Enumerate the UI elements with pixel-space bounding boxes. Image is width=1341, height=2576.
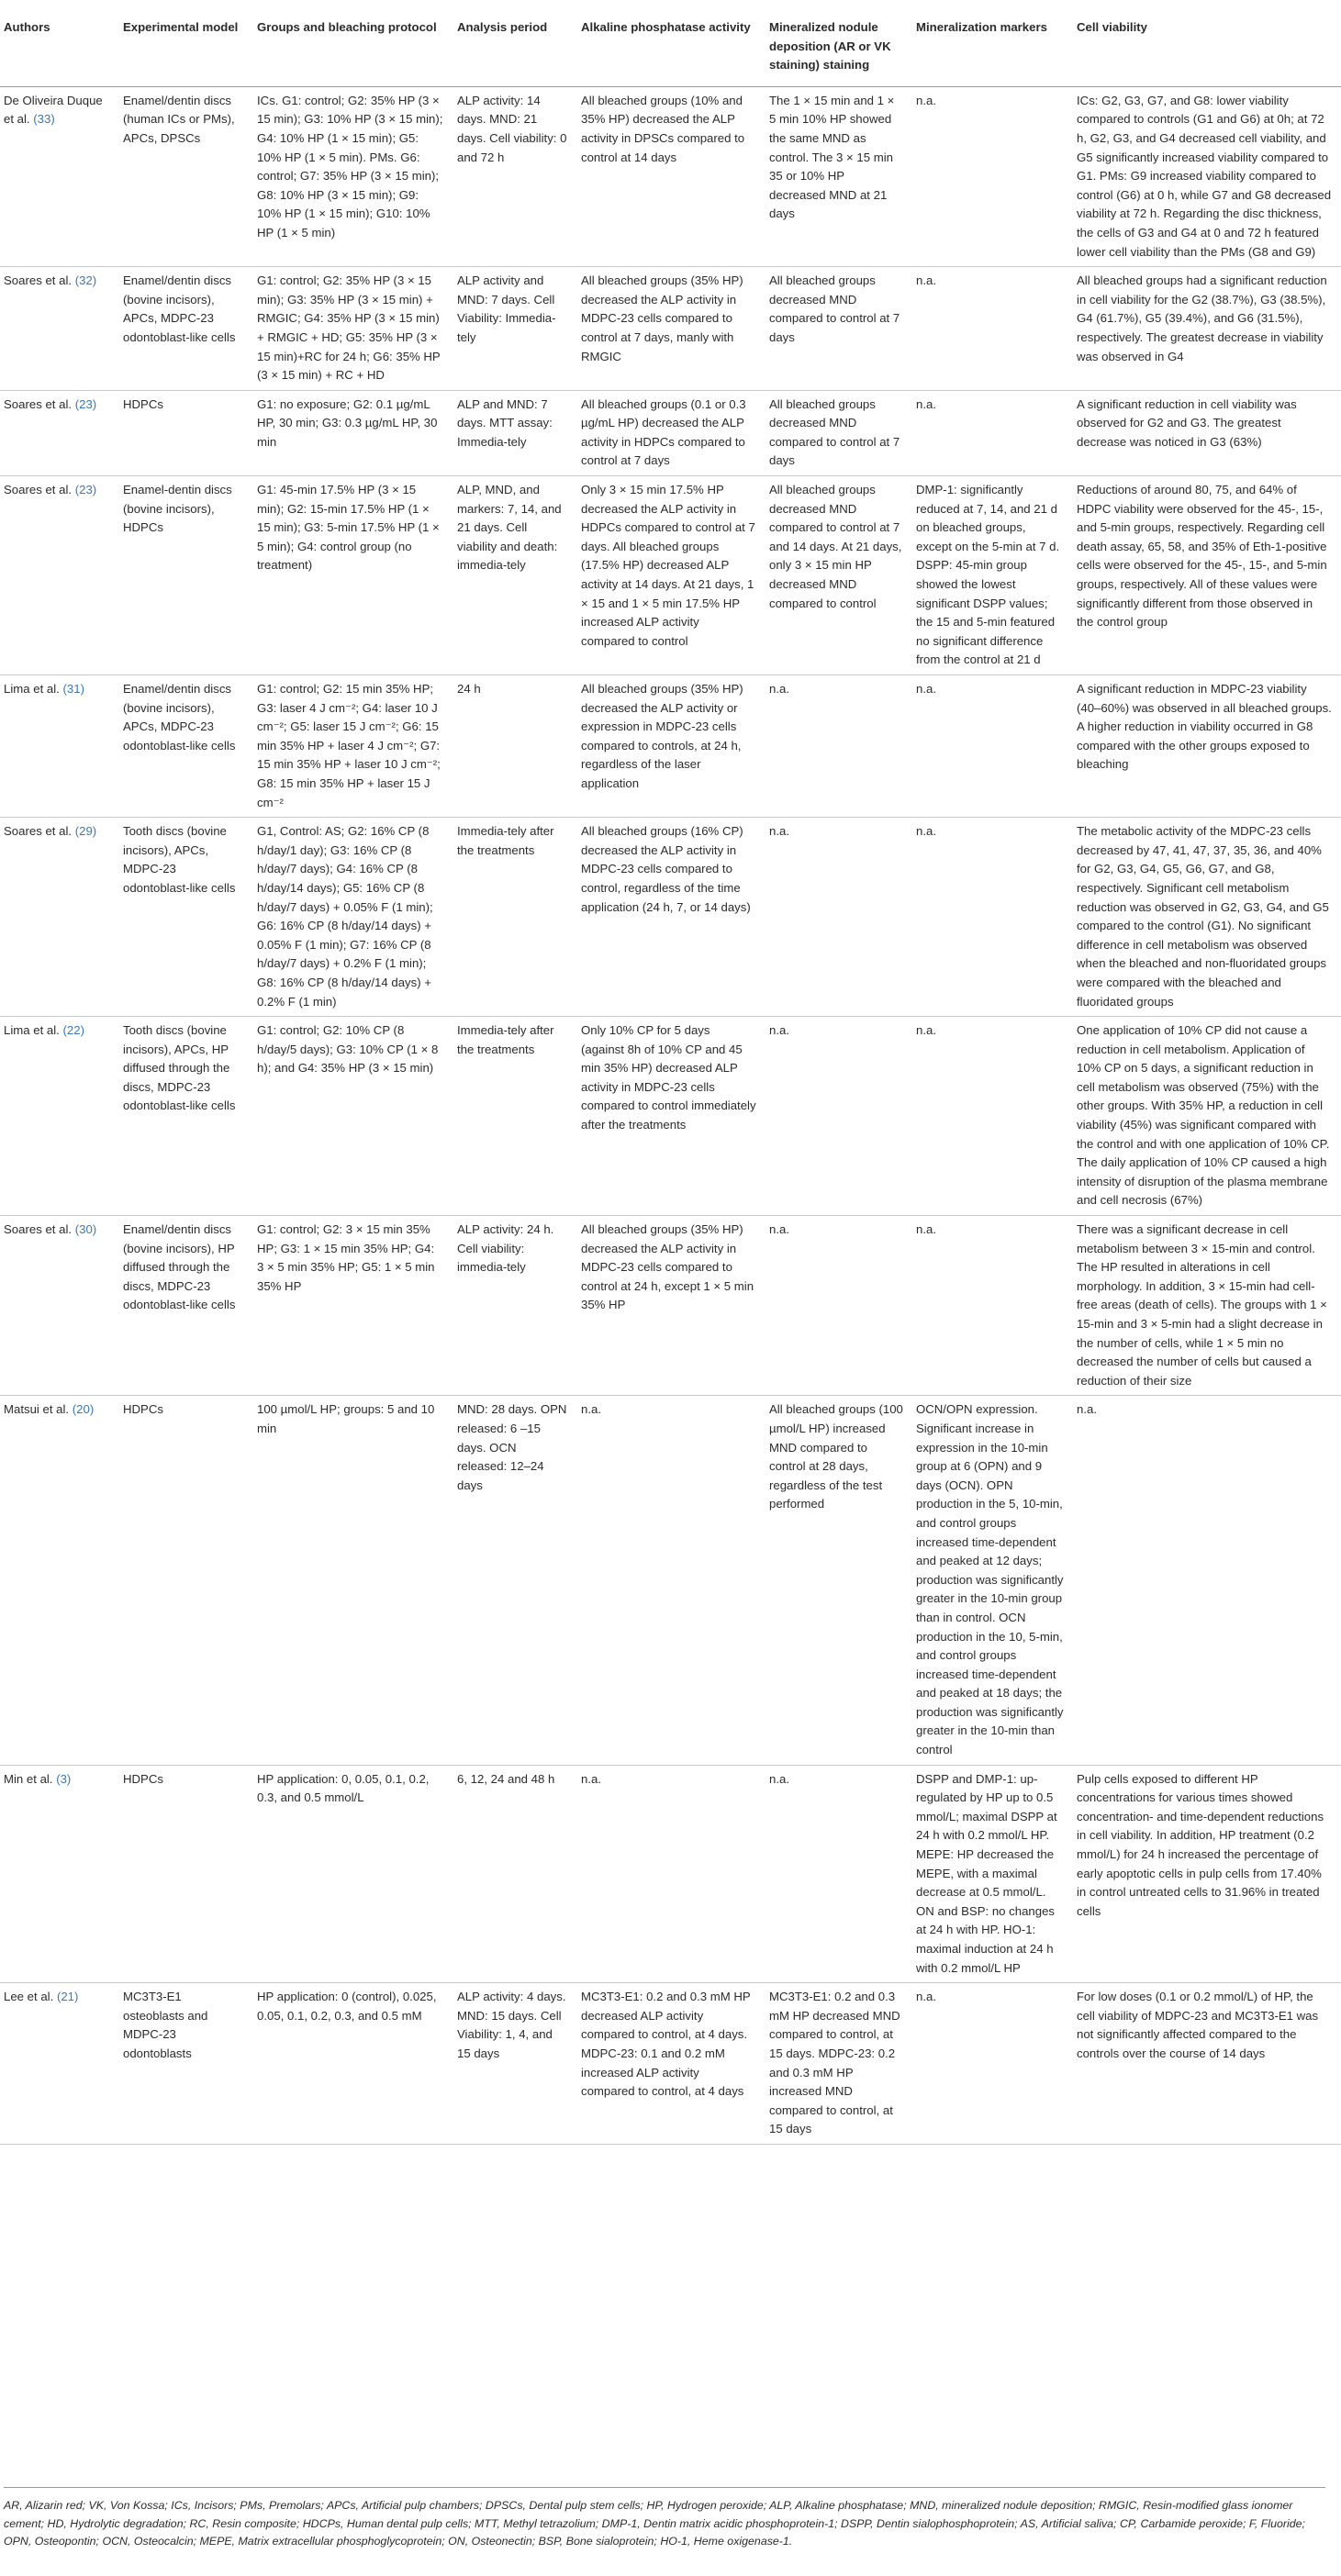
mineralized-nodule-cell: All bleached groups decreased MND compared to control at 7 days	[765, 390, 912, 475]
table-row	[0, 818, 1341, 1017]
analysis-period-cell: ALP activity and MND: 7 days. Cell Viability: Immedia-tely	[453, 267, 577, 391]
table-row	[0, 1216, 1341, 1396]
header-mineralized-nodule: Mineralized nodule deposition (AR or VK staining) staining	[765, 17, 912, 86]
author-name: Soares et al.	[4, 1222, 73, 1237]
author-name: Soares et al.	[4, 273, 73, 288]
author-cell	[0, 1017, 119, 1216]
alp-activity-cell: All bleached groups (35% HP) decreased the ALP activity or expression in MDPC-23 cells compared to controls, at 24 h, regardless of the laser application	[577, 675, 765, 818]
alp-activity-cell: Only 10% CP for 5 days (against 8h of 10% CP and 45 min 35% HP) decreased ALP activity in MDPC-23 cells compared to control immediately after the treatments	[577, 1017, 765, 1216]
cell-viability-cell: A significant reduction in cell viability was observed for G2 and G3. The greatest decrease was noticed in G3 (63%)	[1073, 390, 1341, 475]
mineralized-nodule-cell: n.a.	[765, 818, 912, 1017]
reference-link[interactable]: (21)	[56, 1990, 79, 2004]
table-row	[0, 1396, 1341, 1765]
alp-activity-cell: All bleached groups (16% CP) decreased the ALP activity in MDPC-23 cells compared to control, regardless of the time application (24 h, 7, or 14 days)	[577, 818, 765, 1017]
results-table	[0, 17, 1341, 2145]
cell-viability-cell: There was a significant decrease in cell metabolism between 3 × 15-min and control. The HP resulted in alterations in cell morphology. In addition, 3 × 15-min had cell-free areas (death of cells). The groups with 1 × 15-min and 3 × 5-min had a slight decrease in the number of cells, while 1 × 5 min no decreased the number of cells but caused a reduction of their size	[1073, 1216, 1341, 1396]
experimental-model-cell: Enamel/dentin discs (bovine incisors), APCs, MDPC-23 odontoblast-like cells	[119, 675, 253, 818]
experimental-model-cell: MC3T3-E1 osteoblasts and MDPC-23 odontoblasts	[119, 1983, 253, 2145]
cell-viability-cell: All bleached groups had a significant reduction in cell viability for the G2 (38.7%), G3 (38.5%), G4 (61.7%), G5 (39.4%), and G6 (31.5%), respectively. The greatest decrease in viability was observed in G4	[1073, 267, 1341, 391]
author-cell	[0, 818, 119, 1017]
experimental-model-cell: Tooth discs (bovine incisors), APCs, MDPC-23 odontoblast-like cells	[119, 818, 253, 1017]
mineralization-markers-cell: n.a.	[912, 1983, 1073, 2145]
reference-link[interactable]: (23)	[74, 483, 97, 497]
mineralization-markers-cell: n.a.	[912, 267, 1073, 391]
table-row	[0, 476, 1341, 675]
mineralization-markers-cell: DSPP and DMP-1: up-regulated by HP up to 0.5 mmol/L; maximal DSPP at 24 h with 0.2 mmol/L HP. MEPE: HP decreased the MEPE, with a maximal decrease at 0.5 mmol/L. ON and BSP: no changes at 24 h with HP. HO-1: maximal induction at 24 h with 0.2 mmol/L HP	[912, 1765, 1073, 1983]
author-name: Soares et al.	[4, 824, 73, 839]
cell-viability-cell: n.a.	[1073, 1396, 1341, 1765]
author-name: Soares et al.	[4, 396, 73, 411]
analysis-period-cell: ALP and MND: 7 days. MTT assay: Immedia-tely	[453, 390, 577, 475]
alp-activity-cell: MC3T3-E1: 0.2 and 0.3 mM HP decreased ALP activity compared to control, at 4 days. MDPC-23: 0.1 and 0.2 mM increased ALP activity compared to control, at 4 days	[577, 1983, 765, 2145]
table-header	[0, 17, 1341, 86]
alp-activity-cell: All bleached groups (35% HP) decreased the ALP activity in MDPC-23 cells compared to control at 7 days, manly with RMGIC	[577, 267, 765, 391]
cell-viability-cell: Pulp cells exposed to different HP concentrations for various times showed concentration- and time-dependent reductions in cell viability. In addition, HP treatment (0.2 mmol/L) for 24 h increased the percentage of early apoptotic cells in pulp cells from 17.40% in control untreated cells to 31.96% in treated cells	[1073, 1765, 1341, 1983]
protocol-cell: G1, Control: AS; G2: 16% CP (8 h/day/1 day); G3: 16% CP (8 h/day/7 days); G4: 16% CP (8 h/day/14 days); G5: 16% CP (8 h/day/7 days) + 0.05% F (1 min); G6: 16% CP (8 h/day/14 days) + 0.05% F (1 min); G7: 16% CP (8 h/day/7 days) + 0.2% F (1 min); G8: 16% CP (8 h/day/14 days) + 0.2% F (1 min)	[253, 818, 453, 1017]
author-cell	[0, 1765, 119, 1983]
alp-activity-cell: n.a.	[577, 1396, 765, 1765]
alp-activity-cell: All bleached groups (35% HP) decreased the ALP activity in MDPC-23 cells compared to control at 24 h, except 1 × 5 min 35% HP	[577, 1216, 765, 1396]
table-row	[0, 390, 1341, 475]
table-footnote: AR, Alizarin red; VK, Von Kossa; ICs, Incisors; PMs, Premolars; APCs, Artificial pulp chambers; DPSCs, Dental pulp stem cells; HP, Hydrogen peroxide; ALP, Alkaline phosphatase; MND, mineralized nodule deposition; RMGIC, Resin-modified glass ionomer cement; HD, Hydrolytic degradation; RC, Resin composite; HDCPs, Human dental pulp cells; MTT, Methyl tetrazolium; DMP-1, Dentin matrix acidic phosphoprotein-1; DSPP, Dentin sialophosphoprotein; AS, Artificial saliva; CP, Carbamide peroxide; F, Fluoride; OPN, Osteopontin; OCN, Osteocalcin; MEPE, Matrix extracellular phosphoglycoprotein; ON, Osteonectin; BSP, Bone sialoprotein; HO-1, Heme oxigenase-1.	[4, 2487, 1325, 2551]
table-row	[0, 675, 1341, 818]
analysis-period-cell: 6, 12, 24 and 48 h	[453, 1765, 577, 1983]
mineralization-markers-cell: n.a.	[912, 1017, 1073, 1216]
reference-link[interactable]: (30)	[74, 1222, 97, 1237]
mineralized-nodule-cell: n.a.	[765, 675, 912, 818]
experimental-model-cell: Enamel/dentin discs (human ICs or PMs), APCs, DPSCs	[119, 86, 253, 266]
author-cell	[0, 1216, 119, 1396]
author-name: De Oliveira Duque et al.	[4, 93, 103, 127]
author-name: Lima et al.	[4, 1023, 60, 1038]
author-name: Lima et al.	[4, 682, 60, 696]
mineralization-markers-cell: n.a.	[912, 1216, 1073, 1396]
header-alp-activity: Alkaline phosphatase activity	[577, 17, 765, 86]
analysis-period-cell: ALP, MND, and markers: 7, 14, and 21 days. Cell viability and death: immedia-tely	[453, 476, 577, 675]
analysis-period-cell: 24 h	[453, 675, 577, 818]
reference-link[interactable]: (32)	[74, 273, 97, 288]
reference-link[interactable]: (3)	[56, 1771, 72, 1786]
mineralized-nodule-cell: n.a.	[765, 1216, 912, 1396]
mineralized-nodule-cell: MC3T3-E1: 0.2 and 0.3 mM HP decreased MND compared to control, at 15 days. MDPC-23: 0.2 and 0.3 mM HP increased MND compared to control, at 15 days	[765, 1983, 912, 2145]
author-cell	[0, 476, 119, 675]
mineralization-markers-cell: DMP-1: significantly reduced at 7, 14, and 21 d on bleached groups, except on the 5-min at 7 d. DSPP: 45-min group showed the lowest significant DSPP values; the 15 and 5-min featured no significant difference from the control at 21 d	[912, 476, 1073, 675]
author-cell	[0, 1983, 119, 2145]
experimental-model-cell: Enamel/dentin discs (bovine incisors), HP diffused through the discs, MDPC-23 odontoblast-like cells	[119, 1216, 253, 1396]
experimental-model-cell: Enamel/dentin discs (bovine incisors), APCs, MDPC-23 odontoblast-like cells	[119, 267, 253, 391]
alp-activity-cell: Only 3 × 15 min 17.5% HP decreased the ALP activity in HDPCs compared to control at 7 days. All bleached groups (17.5% HP) decreased ALP activity at 14 days. At 21 days, 1 × 15 and 1 × 5 min 17.5% HP increased ALP activity compared to control	[577, 476, 765, 675]
experimental-model-cell: HDPCs	[119, 390, 253, 475]
mineralized-nodule-cell: All bleached groups decreased MND compared to control at 7 and 14 days. At 21 days, only 3 × 15 min HP decreased MND compared to control	[765, 476, 912, 675]
header-groups-protocol: Groups and bleaching protocol	[253, 17, 453, 86]
mineralization-markers-cell: n.a.	[912, 818, 1073, 1017]
reference-link[interactable]: (33)	[33, 112, 55, 127]
analysis-period-cell: MND: 28 days. OPN released: 6 –15 days. OCN released: 12–24 days	[453, 1396, 577, 1765]
protocol-cell: G1: control; G2: 10% CP (8 h/day/5 days); G3: 10% CP (1 × 8 h); and G4: 35% HP (3 × 15 min)	[253, 1017, 453, 1216]
experimental-model-cell: HDPCs	[119, 1765, 253, 1983]
table-body	[0, 86, 1341, 2144]
experimental-model-cell: Tooth discs (bovine incisors), APCs, HP diffused through the discs, MDPC-23 odontoblast-like cells	[119, 1017, 253, 1216]
table-row	[0, 1983, 1341, 2145]
analysis-period-cell: ALP activity: 4 days. MND: 15 days. Cell Viability: 1, 4, and 15 days	[453, 1983, 577, 2145]
protocol-cell: G1: control; G2: 15 min 35% HP; G3: laser 4 J cm⁻²; G4: laser 10 J cm⁻²; G5: laser 15 J cm⁻²; G6: 15 min 35% HP + laser 4 J cm⁻²; G7: 15 min 35% HP + laser 10 J cm⁻²; G8: 15 min 35% HP + laser 15 J cm⁻²	[253, 675, 453, 818]
author-cell	[0, 675, 119, 818]
reference-link[interactable]: (20)	[72, 1402, 95, 1417]
mineralized-nodule-cell: The 1 × 15 min and 1 × 5 min 10% HP showed the same MND as control. The 3 × 15 min 35 or 10% HP decreased MND at 21 days	[765, 86, 912, 266]
analysis-period-cell: Immedia-tely after the treatments	[453, 818, 577, 1017]
cell-viability-cell: For low doses (0.1 or 0.2 mmol/L) of HP, the cell viability of MDPC-23 and MC3T3-E1 was not significantly affected compared to the controls over the course of 14 days	[1073, 1983, 1341, 2145]
mineralized-nodule-cell: All bleached groups decreased MND compared to control at 7 days	[765, 267, 912, 391]
table-row	[0, 86, 1341, 266]
alp-activity-cell: All bleached groups (0.1 or 0.3 µg/mL HP) decreased the ALP activity in HDPCs compared to control at 7 days	[577, 390, 765, 475]
header-row	[0, 17, 1341, 86]
table-row	[0, 267, 1341, 391]
header-experimental-model: Experimental model	[119, 17, 253, 86]
author-name: Soares et al.	[4, 483, 73, 497]
author-cell	[0, 390, 119, 475]
protocol-cell: G1: 45-min 17.5% HP (3 × 15 min); G2: 15-min 17.5% HP (1 × 15 min); G3: 5-min 17.5% HP (1 × 5 min); G4: control group (no treatment)	[253, 476, 453, 675]
header-authors: Authors	[0, 17, 119, 86]
protocol-cell: HP application: 0 (control), 0.025, 0.05, 0.1, 0.2, 0.3, and 0.5 mM	[253, 1983, 453, 2145]
mineralization-markers-cell: n.a.	[912, 675, 1073, 818]
cell-viability-cell: Reductions of around 80, 75, and 64% of HDPC viability were observed for the 45-, 15-, and 5-min groups, respectively. Regarding cell death assay, 65, 58, and 35% of Eth-1-positive cells were observed for the 45-, 15-, and 5-min groups, respectively. All of these values were significantly different from those observed in the control group	[1073, 476, 1341, 675]
header-analysis-period: Analysis period	[453, 17, 577, 86]
author-cell	[0, 1396, 119, 1765]
author-name: Lee et al.	[4, 1990, 54, 2004]
table-row	[0, 1765, 1341, 1983]
reference-link[interactable]: (31)	[62, 682, 84, 696]
author-cell	[0, 267, 119, 391]
experimental-model-cell: HDPCs	[119, 1396, 253, 1765]
cell-viability-cell: The metabolic activity of the MDPC-23 cells decreased by 47, 41, 47, 37, 35, 36, and 40% for G2, G3, G4, G5, G6, G7, and G8, respectively. Significant cell metabolism reduction was observed in G2, G3, G4, and G5 compared to the control (G1). No significant difference in cell metabolism was observed when the bleached and non-fluoridated groups were compared with the bleached and fluoridated groups	[1073, 818, 1341, 1017]
alp-activity-cell: n.a.	[577, 1765, 765, 1983]
reference-link[interactable]: (29)	[74, 824, 97, 839]
cell-viability-cell: A significant reduction in MDPC-23 viability (40–60%) was observed in all bleached groups. A higher reduction in viability occurred in G8 compared with the other groups exposed to bleaching	[1073, 675, 1341, 818]
protocol-cell: G1: no exposure; G2: 0.1 µg/mL HP, 30 min; G3: 0.3 µg/mL HP, 30 min	[253, 390, 453, 475]
protocol-cell: HP application: 0, 0.05, 0.1, 0.2, 0.3, and 0.5 mmol/L	[253, 1765, 453, 1983]
cell-viability-cell: One application of 10% CP did not cause a reduction in cell metabolism. Application of 10% CP on 5 days, a significant reduction in cell metabolism was observed (75%) with the other groups. With 35% HP, a reduction in cell viability (45%) was significant compared with the control and with one application of 10% CP. The daily application of 10% CP caused a high intensity of disruption of the plasma membrane and cell necrosis (67%)	[1073, 1017, 1341, 1216]
author-name: Matsui et al.	[4, 1402, 70, 1417]
analysis-period-cell: ALP activity: 24 h. Cell viability: immedia-tely	[453, 1216, 577, 1396]
reference-link[interactable]: (22)	[62, 1023, 84, 1038]
mineralization-markers-cell: n.a.	[912, 390, 1073, 475]
mineralized-nodule-cell: n.a.	[765, 1765, 912, 1983]
author-name: Min et al.	[4, 1771, 53, 1786]
mineralized-nodule-cell: n.a.	[765, 1017, 912, 1216]
alp-activity-cell: All bleached groups (10% and 35% HP) decreased the ALP activity in DPSCs compared to control at 14 days	[577, 86, 765, 266]
protocol-cell: ICs. G1: control; G2: 35% HP (3 × 15 min); G3: 10% HP (3 × 15 min); G4: 10% HP (1 × 15 min); G5: 10% HP (1 × 5 min). PMs. G6: control; G7: 35% HP (3 × 15 min); G8: 10% HP (3 × 15 min); G9: 10% HP (1 × 15 min); G10: 10% HP (1 × 5 min)	[253, 86, 453, 266]
experimental-model-cell: Enamel-dentin discs (bovine incisors), HDPCs	[119, 476, 253, 675]
analysis-period-cell: Immedia-tely after the treatments	[453, 1017, 577, 1216]
protocol-cell: 100 µmol/L HP; groups: 5 and 10 min	[253, 1396, 453, 1765]
mineralization-markers-cell: n.a.	[912, 86, 1073, 266]
table-row	[0, 1017, 1341, 1216]
analysis-period-cell: ALP activity: 14 days. MND: 21 days. Cell viability: 0 and 72 h	[453, 86, 577, 266]
header-mineralization-markers: Mineralization markers	[912, 17, 1073, 86]
protocol-cell: G1: control; G2: 3 × 15 min 35% HP; G3: 1 × 15 min 35% HP; G4: 3 × 5 min 35% HP; G5: 1 × 5 min 35% HP	[253, 1216, 453, 1396]
protocol-cell: G1: control; G2: 35% HP (3 × 15 min); G3: 35% HP (3 × 15 min) + RMGIC; G4: 35% HP (3 × 15 min) + RMGIC + HD; G5: 35% HP (3 × 15 min)+RC for 24 h; G6: 35% HP (3 × 15 min) + RC + HD	[253, 267, 453, 391]
header-cell-viability: Cell viability	[1073, 17, 1341, 86]
author-cell	[0, 86, 119, 266]
reference-link[interactable]: (23)	[74, 396, 97, 411]
cell-viability-cell: ICs: G2, G3, G7, and G8: lower viability compared to controls (G1 and G6) at 0h; at 72 h, G2, G3, and G4 decreased cell viability, and G5 significantly increased viability compared to G1. PMs: G9 increased viability compared to control (G6) at 0 h, while G7 and G8 decreased viability at 72 h. Regarding the disc thickness, the cells of G3 and G4 at 0 and 72 h featured lower cell viability than the PMs (G8 and G9)	[1073, 86, 1341, 266]
mineralization-markers-cell: OCN/OPN expression. Significant increase in expression in the 10-min group at 6 (OPN) and 9 days (OCN). OPN production in the 5, 10-min, and control groups increased time-dependent and peaked at 12 days; production was significantly greater in the 10-min group than in control. OCN production in the 10, 5-min, and control groups increased time-dependent and peaked at 18 days; the production was significantly greater in the 10-min than control	[912, 1396, 1073, 1765]
mineralized-nodule-cell: All bleached groups (100 µmol/L HP) increased MND compared to control at 28 days, regardless of the test performed	[765, 1396, 912, 1765]
